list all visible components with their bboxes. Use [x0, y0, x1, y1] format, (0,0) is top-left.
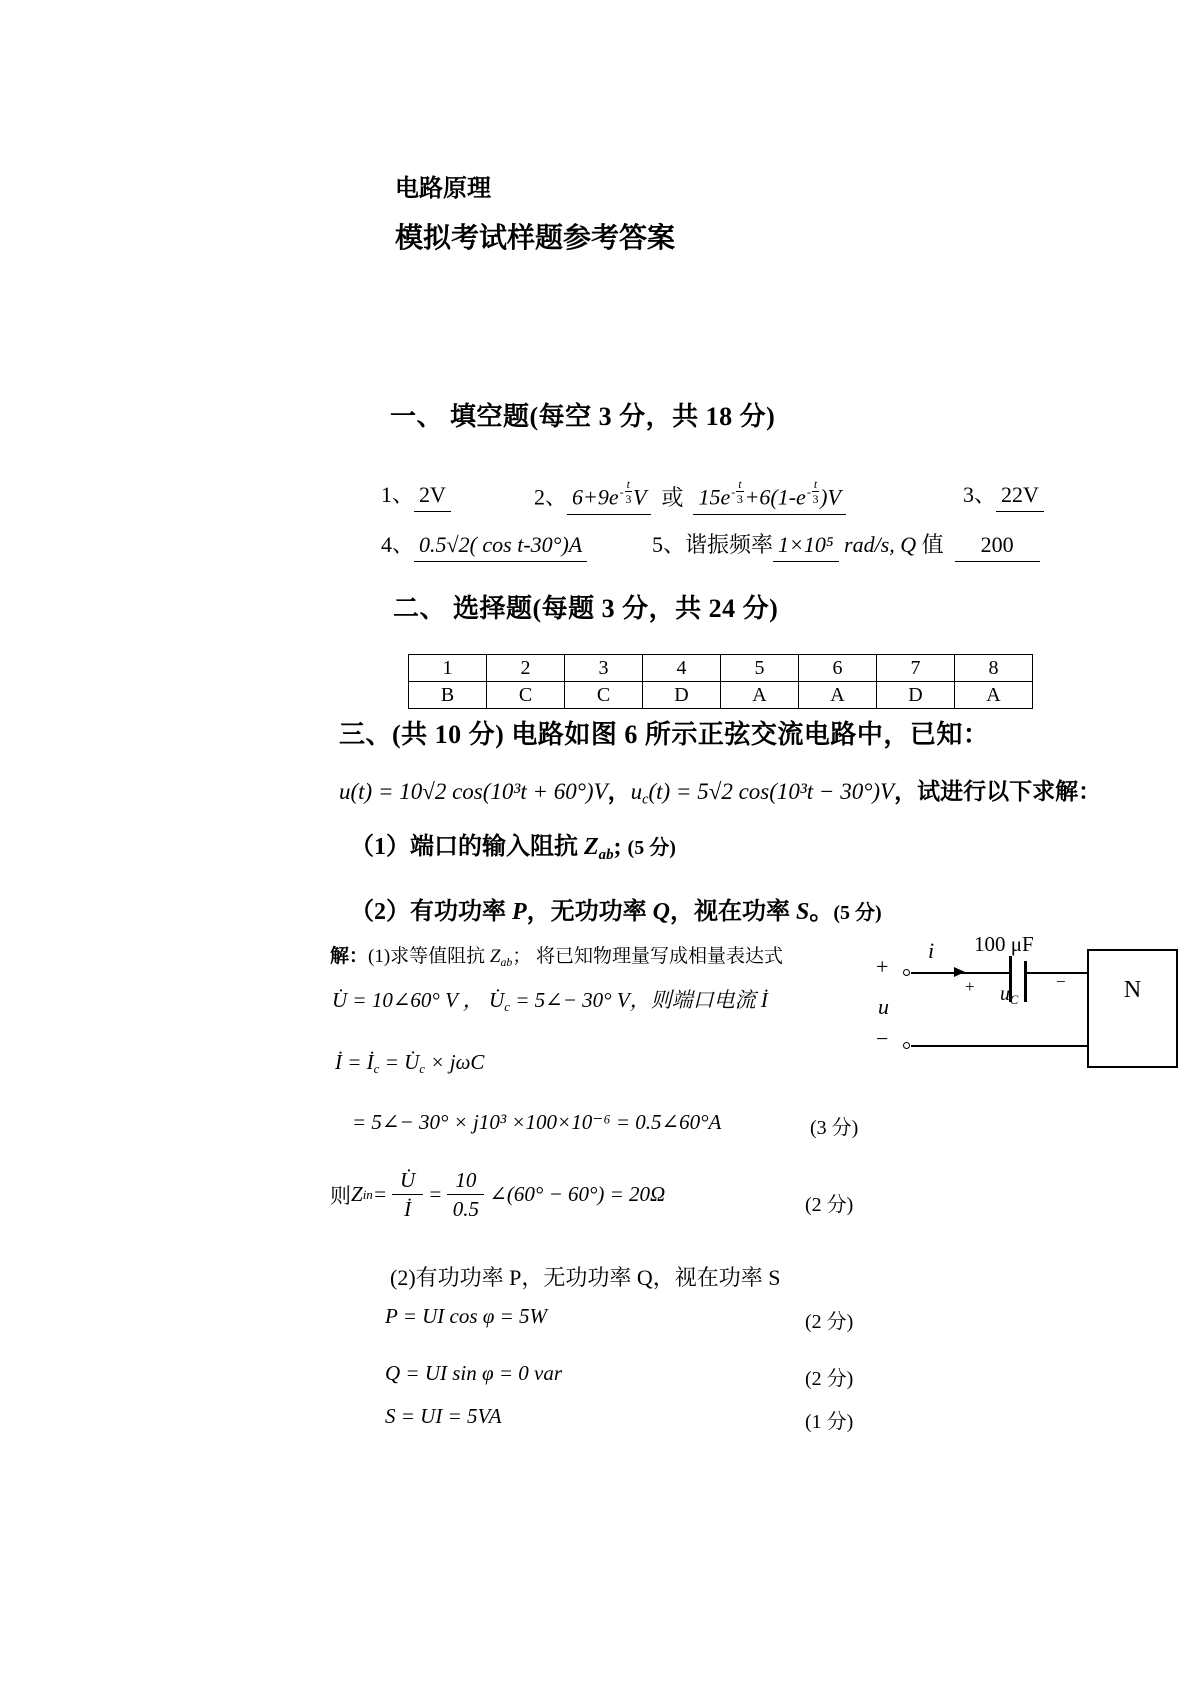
table-header-cell: 3: [565, 655, 643, 682]
q2-number: 2、: [534, 484, 568, 510]
q4-number: 4、: [381, 532, 415, 557]
plus-sign-capacitor: +: [965, 977, 975, 996]
question-item-1: [350, 826, 676, 864]
section2-heading: 二、 选择题(每题 3 分，共 24 分): [393, 594, 779, 623]
capacitor-value: 100 μF: [974, 932, 1034, 956]
exp-denominator: 3: [812, 492, 819, 506]
section1-heading: 一、 填空题(每空 3 分，共 18 分): [390, 402, 776, 431]
given-formulas-line: [339, 773, 1101, 809]
item1-semicolon: ;: [613, 834, 628, 860]
item1-score: (5 分): [627, 837, 676, 859]
apparent-power-line: [385, 1404, 502, 1429]
part2-heading-line: [390, 1261, 781, 1292]
zin-z: Z: [351, 1182, 363, 1207]
fill-answer-5: [652, 528, 1040, 562]
q5-zhi: 值: [921, 532, 944, 557]
q1-answer: [414, 482, 451, 512]
exp-minus: -: [731, 484, 736, 499]
q1-answer-text: 2V: [419, 482, 446, 507]
exp-numerator: t: [626, 477, 630, 491]
s-score: (1 分): [805, 1411, 854, 1433]
exp-minus: -: [619, 484, 624, 499]
uc-voltage-label: [1000, 984, 1018, 1006]
section3-heading: 三、(共 10 分) 电路如图 6 所示正弦交流电路中，已知：: [339, 720, 990, 749]
port-voltage-label: u: [878, 994, 889, 1019]
solution-step1-text: (1)求等值阻抗: [368, 946, 490, 967]
answer-table: [408, 654, 1033, 709]
solution-label: 解：: [330, 946, 369, 967]
capacitor-plate-right: [1024, 961, 1027, 1002]
zin-result: ∠(60° − 60°) = 20Ω: [489, 1182, 666, 1207]
item2-text1: （2）有功功率: [350, 899, 512, 925]
table-answer-cell: D: [877, 682, 955, 709]
q2-answer-a: [567, 478, 651, 515]
doc-title: 电路原理: [395, 176, 491, 202]
fraction-denominator: 0.5: [452, 1197, 479, 1222]
q4-answer: [414, 532, 587, 562]
p-score: (2 分): [805, 1311, 854, 1333]
exponent-fraction: [807, 478, 819, 505]
q5-frequency: [773, 532, 839, 562]
q5-frequency-text: 1×10⁵: [778, 532, 834, 557]
calc-expression: = 5∠− 30° × j10³ ×100×10⁻⁶ = 0.5∠60°A: [352, 1110, 722, 1134]
minus-sign-bottom: −: [876, 1026, 889, 1051]
q2a-unit: V: [632, 484, 647, 510]
table-header-cell: 2: [487, 655, 565, 682]
fill-answer-3: [963, 478, 1044, 512]
fraction-u-over-i: [392, 1168, 423, 1221]
zin-equals2: =: [428, 1182, 443, 1207]
q2-answer-b: [693, 478, 845, 515]
exponent-fraction: [620, 478, 632, 505]
q5-qvalue: [955, 532, 1040, 562]
item1-z: Z: [584, 834, 599, 860]
exp-minus: -: [806, 484, 811, 499]
current-label: i: [928, 938, 935, 963]
table-answer-cell: C: [565, 682, 643, 709]
ieq-part2: = U̇: [379, 1050, 420, 1074]
q2b-part1: 15e: [698, 484, 731, 510]
table-header-cell: 1: [409, 655, 487, 682]
doc-subtitle: 模拟考试样题参考答案: [395, 223, 676, 254]
q3-number: 3、: [963, 482, 997, 507]
q4-answer-text: 0.5√2( cos t-30°)A: [419, 532, 583, 557]
fraction-numerator: U̇: [392, 1168, 423, 1195]
ieq-part3: × jωC: [425, 1050, 485, 1074]
zin-z-sub: in: [362, 1186, 373, 1202]
table-answer-cell: B: [409, 682, 487, 709]
zin-score: (2 分): [805, 1194, 854, 1216]
fill-answer-4: [381, 528, 587, 562]
q2b-part2: +6(1-e: [744, 484, 806, 510]
exp-denominator: 3: [736, 492, 743, 506]
fraction-10-over-05: [447, 1168, 484, 1221]
calc-score: (3 分): [810, 1117, 859, 1139]
item2-text2: ，无功功率: [526, 899, 653, 925]
current-arrow-icon: [954, 967, 965, 977]
table-header-cell: 5: [721, 655, 799, 682]
q3-answer: [996, 482, 1044, 512]
question-tail: ，试进行以下求解：: [894, 779, 1102, 804]
table-answer-row: [409, 682, 1033, 709]
fraction-denominator: İ: [404, 1197, 412, 1222]
minus-sign-capacitor: −: [1056, 972, 1066, 991]
uc-formula-base: u: [630, 779, 643, 804]
part2-text: (2)有功功率 P，无功功率 Q，视在功率 S: [390, 1265, 781, 1290]
q2-or: 或: [661, 484, 684, 510]
table-header-cell: 4: [643, 655, 721, 682]
q5-qvalue-text: 200: [980, 532, 1014, 557]
uc-base: u: [1000, 983, 1010, 1005]
table-answer-cell: A: [721, 682, 799, 709]
zin-equals1: =: [372, 1182, 387, 1207]
ieq-sub2: c: [419, 1061, 426, 1077]
exp-denominator: 3: [625, 492, 632, 506]
ieq-sub1: c: [373, 1061, 380, 1077]
item2-score: (5 分): [833, 902, 882, 924]
item2-p: P: [512, 899, 527, 925]
plus-sign-top: +: [876, 954, 889, 979]
reactive-power-line: [385, 1361, 562, 1386]
uc-formula-rest: (t) = 5√2 cos(10³t − 30°)V: [648, 779, 895, 804]
item2-s: S: [796, 899, 810, 925]
uc-formula-sub: c: [642, 791, 649, 808]
p-equation: P = UI cos φ = 5W: [385, 1304, 548, 1328]
q5-label: 谐振频率: [685, 532, 774, 557]
active-power-line: [385, 1304, 547, 1329]
current-equation-line: [335, 1050, 484, 1077]
q5-unit: rad/s, Q: [838, 532, 922, 557]
u-source-formula: u(t) = 10√2 cos(10³t + 60°)V: [339, 779, 608, 804]
phasor-line: [332, 984, 768, 1015]
item1-z-sub: ab: [598, 846, 614, 863]
network-box: [1087, 949, 1178, 1068]
phasor-uc-base: U̇: [489, 988, 505, 1012]
q5-number: 5、: [652, 532, 686, 557]
table-answer-cell: D: [643, 682, 721, 709]
solution-intro-line: [330, 941, 783, 970]
q-equation: Q = UI sin φ = 0 var: [385, 1361, 563, 1385]
table-header-cell: 7: [877, 655, 955, 682]
item2-text3: ，视在功率: [670, 899, 797, 925]
uc-sub: C: [1010, 992, 1019, 1007]
q2b-part3: )V: [820, 484, 841, 510]
table-answer-cell: C: [487, 682, 565, 709]
impedance-line: [330, 1168, 665, 1221]
item2-q: Q: [652, 899, 671, 925]
q1-number: 1、: [381, 482, 415, 507]
exp-numerator: t: [813, 477, 818, 491]
fill-answer-1: [381, 478, 451, 512]
solution-step1-rest: ； 将已知物理量写成相量表达式: [512, 946, 784, 967]
solution-z: Z: [489, 946, 501, 967]
table-answer-cell: A: [799, 682, 877, 709]
q-score: (2 分): [805, 1368, 854, 1390]
terminal-bottom-icon: [903, 1042, 910, 1049]
table-header-row: [409, 655, 1033, 682]
q2a-base: 6+9e: [572, 484, 619, 510]
q3-answer-text: 22V: [1001, 482, 1039, 507]
fraction-numerator: 10: [447, 1168, 484, 1195]
table-header-cell: 6: [799, 655, 877, 682]
circuit-figure: [870, 932, 1186, 1074]
phasor-uc-sub: c: [504, 999, 510, 1015]
phasor-u: U̇ = 10∠60° V ，: [332, 988, 490, 1012]
network-label: N: [1123, 977, 1142, 1003]
current-calculation-line: [352, 1110, 721, 1135]
zin-pre: 则: [330, 1183, 351, 1208]
item1-text: （1）端口的输入阻抗: [350, 834, 584, 860]
ieq-part1: İ = İ: [335, 1050, 374, 1074]
s-equation: S = UI = 5VA: [385, 1404, 502, 1428]
table-answer-cell: A: [955, 682, 1033, 709]
exponent-fraction: [731, 478, 743, 505]
exp-numerator: t: [738, 477, 742, 491]
terminal-top-icon: [903, 969, 910, 976]
fill-answer-2: [534, 478, 846, 515]
solution-z-sub: ab: [500, 955, 513, 969]
phasor-rest: = 5∠− 30° V，则端口电流 İ: [509, 988, 768, 1012]
comma: ，: [607, 779, 631, 804]
item2-period: 。: [809, 899, 834, 925]
question-item-2: [350, 891, 882, 926]
table-header-cell: 8: [955, 655, 1033, 682]
wire-bottom: [911, 1045, 1087, 1047]
